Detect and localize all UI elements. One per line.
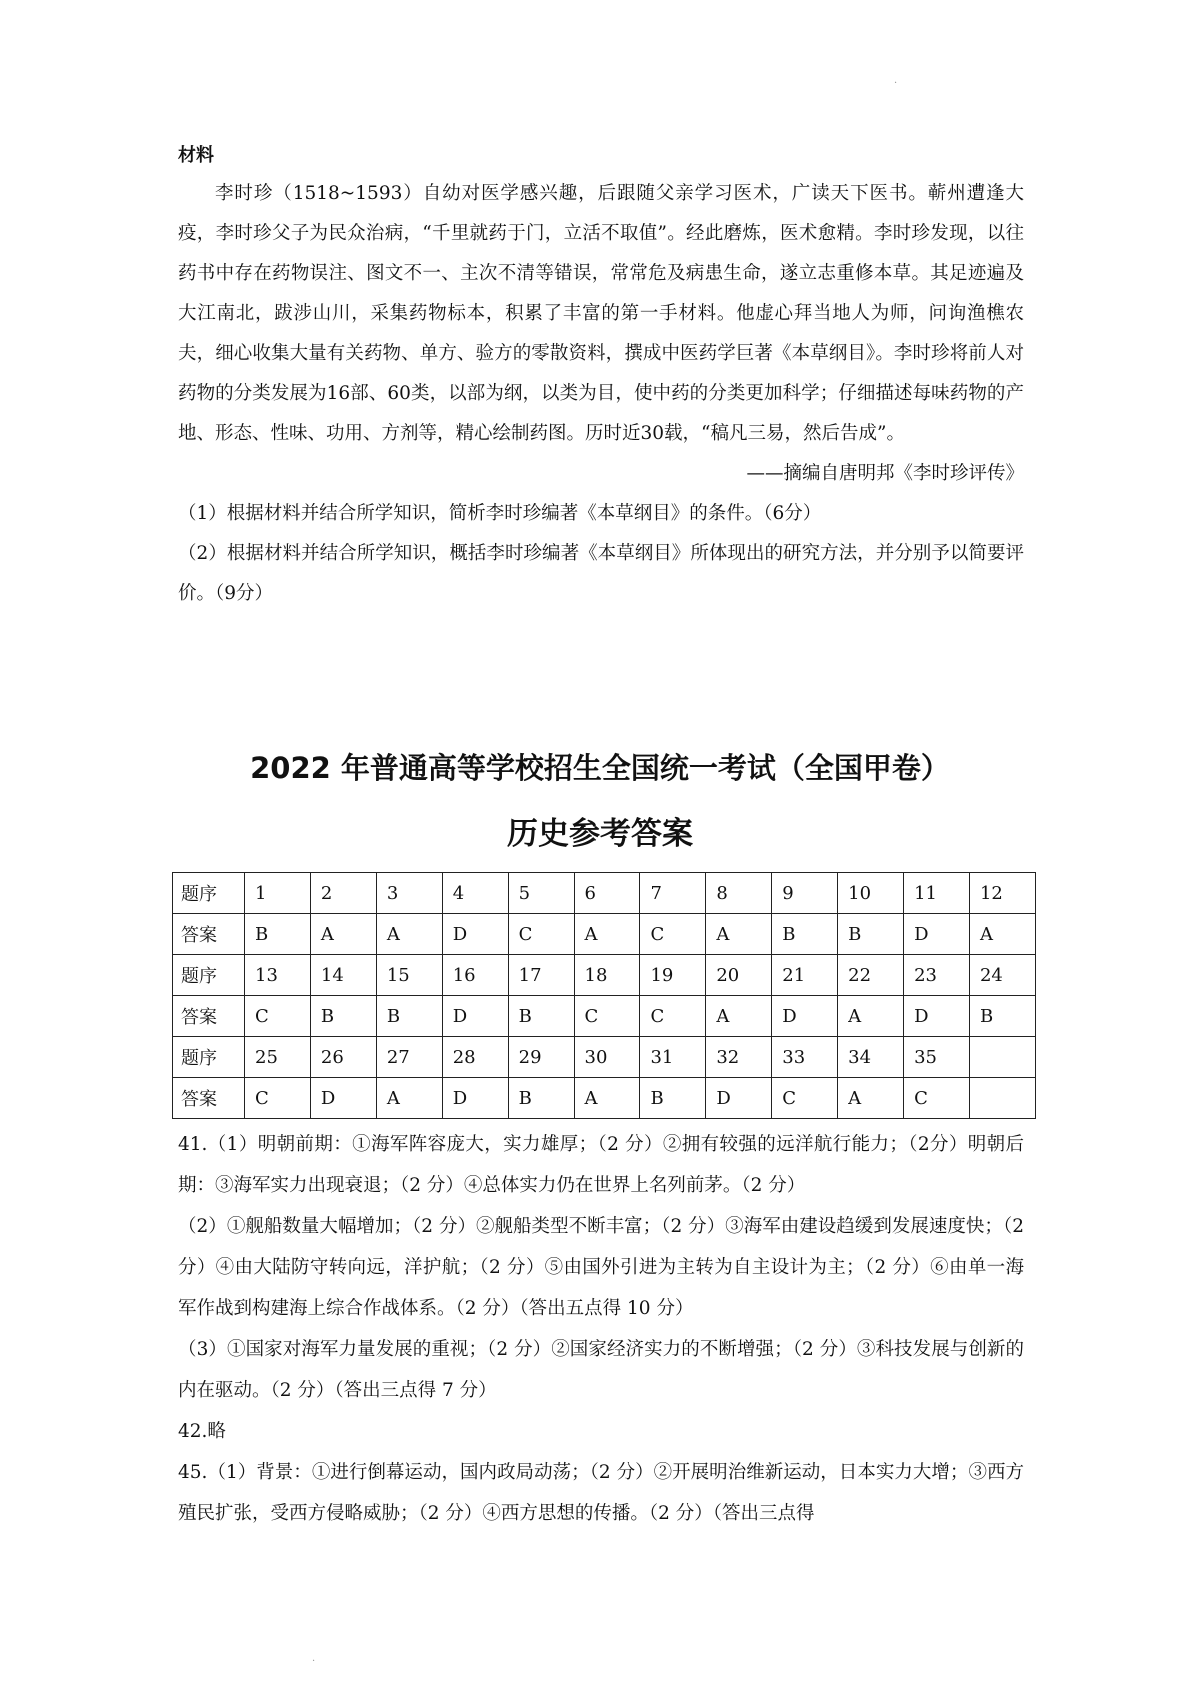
table-cell: 6 xyxy=(574,873,640,914)
table-cell: C xyxy=(574,996,640,1037)
table-cell: A xyxy=(969,914,1035,955)
table-cell: 19 xyxy=(640,955,706,996)
table-cell: 16 xyxy=(442,955,508,996)
row-label: 答案 xyxy=(173,996,245,1037)
table-cell: 25 xyxy=(245,1037,311,1078)
table-cell: 18 xyxy=(574,955,640,996)
table-cell: 17 xyxy=(508,955,574,996)
table-cell: A xyxy=(310,914,376,955)
table-cell: D xyxy=(706,1078,772,1119)
table-cell: A xyxy=(706,914,772,955)
question-1: （1）根据材料并结合所学知识，简析李时珍编著《本草纲目》的条件。（6分） xyxy=(178,503,822,524)
answer-key-title: 历史参考答案 xyxy=(507,816,693,852)
answer-41-part2: （2）①舰船数量大幅增加；（2 分）②舰船类型不断丰富；（2 分）③海军由建设趋缓到发展速度快；（2 分）④由大陆防守转向远，洋护航；（2 分）⑤由国外引进为主转为自主设计为主；（2 分）⑥由单一海军作战到构建海上综合作战体系。（2 分）（答出五点得 10 分） xyxy=(178,1216,1024,1319)
material-heading: 材料 xyxy=(178,145,214,166)
table-cell: 7 xyxy=(640,873,706,914)
answer-41-part3: （3）①国家对海军力量发展的重视；（2 分）②国家经济实力的不断增强；（2 分）③科技发展与创新的内在驱动。（2 分）（答出三点得 7 分） xyxy=(178,1339,1024,1401)
table-cell: D xyxy=(442,1078,508,1119)
table-cell: 12 xyxy=(969,873,1035,914)
table-cell: A xyxy=(376,1078,442,1119)
table-cell: 15 xyxy=(376,955,442,996)
table-cell: C xyxy=(245,1078,311,1119)
table-cell: 31 xyxy=(640,1037,706,1078)
row-label: 题序 xyxy=(173,1037,245,1078)
table-cell: B xyxy=(508,1078,574,1119)
table-cell: 35 xyxy=(904,1037,970,1078)
scan-speck: · xyxy=(312,1656,316,1667)
table-cell: 28 xyxy=(442,1037,508,1078)
table-cell: B xyxy=(245,914,311,955)
table-cell: 34 xyxy=(838,1037,904,1078)
table-cell: D xyxy=(310,1078,376,1119)
table-cell: 14 xyxy=(310,955,376,996)
exam-title: 2022 年普通高等学校招生全国统一考试（全国甲卷） xyxy=(250,751,950,785)
table-cell: 9 xyxy=(772,873,838,914)
answer-table-row xyxy=(173,1078,1036,1119)
table-cell: B xyxy=(969,996,1035,1037)
table-cell: B xyxy=(640,1078,706,1119)
table-cell: B xyxy=(376,996,442,1037)
table-cell xyxy=(969,1078,1035,1119)
row-label: 题序 xyxy=(173,873,245,914)
material-source: ——摘编自唐明邦《李时珍评传》 xyxy=(746,463,1024,484)
table-cell: 27 xyxy=(376,1037,442,1078)
table-cell: B xyxy=(508,996,574,1037)
table-cell: A xyxy=(574,914,640,955)
answer-table-row xyxy=(173,914,1036,955)
table-cell: D xyxy=(442,914,508,955)
table-cell: 10 xyxy=(838,873,904,914)
question-2: （2）根据材料并结合所学知识，概括李时珍编著《本草纲目》所体现出的研究方法，并分别予以简要评价。（9分） xyxy=(178,543,1024,604)
table-cell: D xyxy=(904,914,970,955)
table-cell: C xyxy=(245,996,311,1037)
table-cell: 22 xyxy=(838,955,904,996)
table-cell: 8 xyxy=(706,873,772,914)
answer-41-part1: 41.（1）明朝前期：①海军阵容庞大，实力雄厚；（2 分）②拥有较强的远洋航行能力；（2分）明朝后期：③海军实力出现衰退；（2 分）④总体实力仍在世界上名列前茅。（2 分） xyxy=(178,1134,1024,1196)
table-cell: 2 xyxy=(310,873,376,914)
answer-table-row xyxy=(173,873,1036,914)
table-cell: B xyxy=(310,996,376,1037)
table-cell: 5 xyxy=(508,873,574,914)
table-cell: D xyxy=(772,996,838,1037)
table-cell: 4 xyxy=(442,873,508,914)
table-cell: 26 xyxy=(310,1037,376,1078)
table-cell: 21 xyxy=(772,955,838,996)
table-cell: 24 xyxy=(969,955,1035,996)
table-cell xyxy=(969,1037,1035,1078)
material-section xyxy=(178,142,1024,614)
answer-42: 42.略 xyxy=(178,1421,226,1442)
table-cell: A xyxy=(706,996,772,1037)
table-cell: A xyxy=(838,1078,904,1119)
table-cell: 11 xyxy=(904,873,970,914)
table-cell: 1 xyxy=(245,873,311,914)
answer-table-row xyxy=(173,955,1036,996)
table-cell: 32 xyxy=(706,1037,772,1078)
table-cell: B xyxy=(838,914,904,955)
row-label: 答案 xyxy=(173,1078,245,1119)
scan-speck: · xyxy=(894,78,898,89)
table-cell: 3 xyxy=(376,873,442,914)
answer-table xyxy=(172,872,1036,1119)
table-cell: C xyxy=(772,1078,838,1119)
table-cell: B xyxy=(772,914,838,955)
answer-explanations xyxy=(178,1124,1024,1534)
material-body: 李时珍（1518~1593）自幼对医学感兴趣，后跟随父亲学习医术，广读天下医书。蕲州遭逢大疫，李时珍父子为民众治病，“千里就药于门，立活不取值”。经此磨炼，医术愈精。李时珍发现，以往药书中存在药物误注、图文不一、主次不清等错误，常常危及病患生命，遂立志重修本草。其足迹遍及大江南北，跋涉山川，采集药物标本，积累了丰富的第一手材料。他虚心拜当地人为师，问询渔樵农夫，细心收集大量有关药物、单方、验方的零散资料，撰成中医药学巨著《本草纲目》。李时珍将前人对药物的分类发展为16部、60类，以部为纲，以类为目，使中药的分类更加科学；仔细描述每味药物的产地、形态、性味、功用、方剂等，精心绘制药图。历时近30载，“稿凡三易，然后告成”。 xyxy=(178,183,1024,444)
table-cell: D xyxy=(904,996,970,1037)
table-cell: C xyxy=(640,914,706,955)
table-cell: 29 xyxy=(508,1037,574,1078)
table-cell: 33 xyxy=(772,1037,838,1078)
answer-table-row xyxy=(173,996,1036,1037)
table-cell: A xyxy=(376,914,442,955)
table-cell: A xyxy=(838,996,904,1037)
table-cell: A xyxy=(574,1078,640,1119)
table-cell: C xyxy=(508,914,574,955)
answer-table-row xyxy=(173,1037,1036,1078)
table-cell: D xyxy=(442,996,508,1037)
table-cell: 20 xyxy=(706,955,772,996)
table-cell: C xyxy=(904,1078,970,1119)
answer-45-part1: 45.（1）背景：①进行倒幕运动，国内政局动荡；（2 分）②开展明治维新运动，日本实力大增；③西方殖民扩张，受西方侵略威胁；（2 分）④西方思想的传播。（2 分）（答出三点得 xyxy=(178,1462,1024,1524)
table-cell: 30 xyxy=(574,1037,640,1078)
row-label: 答案 xyxy=(173,914,245,955)
row-label: 题序 xyxy=(173,955,245,996)
table-cell: 13 xyxy=(245,955,311,996)
table-cell: C xyxy=(640,996,706,1037)
table-cell: 23 xyxy=(904,955,970,996)
